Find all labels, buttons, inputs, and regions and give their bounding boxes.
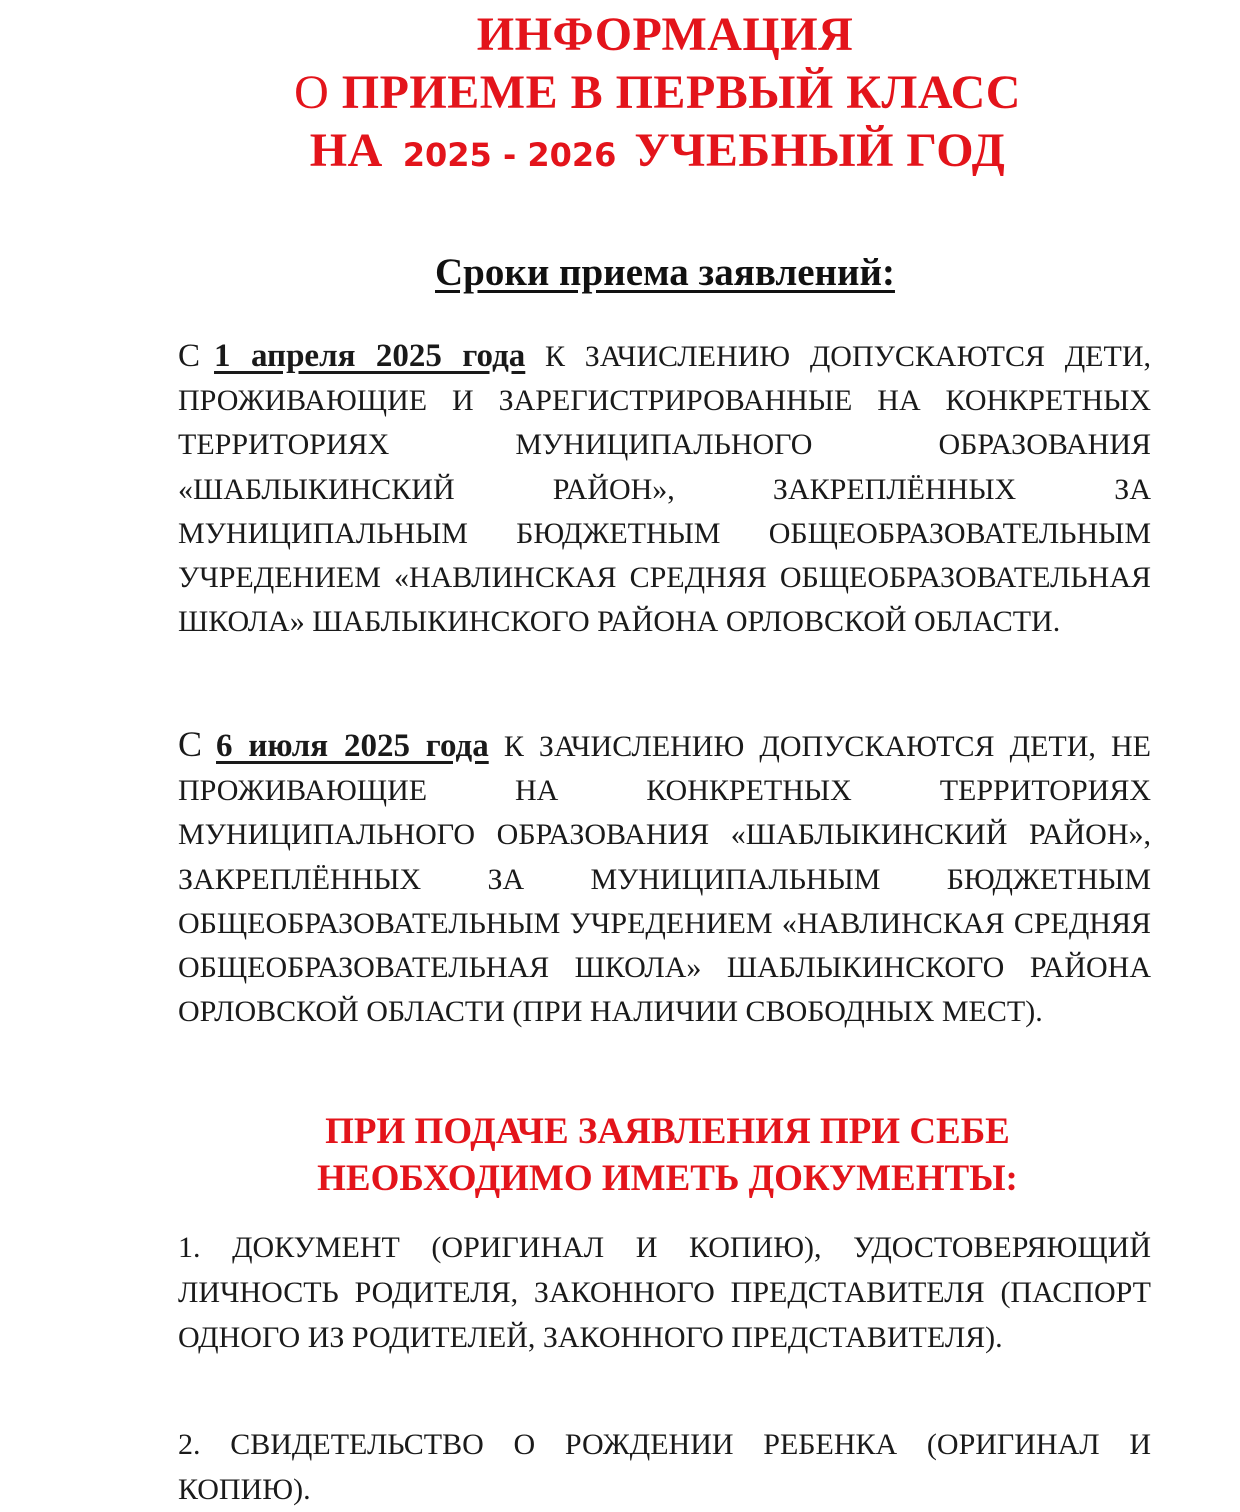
- title-preposition: О: [294, 66, 330, 119]
- title-line-3-start: НА: [309, 124, 383, 177]
- title-line-2: [0, 64, 1240, 122]
- section-title: Сроки приема заявлений:: [435, 251, 895, 294]
- title-line-1: ИНФОРМАЦИЯ: [476, 8, 854, 61]
- paragraph-1-text: К ЗАЧИСЛЕНИЮ ДОПУСКАЮТСЯ ДЕТИ, ПРОЖИВАЮЩИЕ И ЗАРЕГИСТРИРОВАННЫЕ НА КОНКРЕТНЫХ ТЕРРИТОРИЯХ МУНИЦИПАЛЬНОГО ОБРАЗОВАНИЯ «ШАБЛЫКИНСКИЙ РАЙОН», ЗАКРЕПЛЁННЫХ ЗА МУНИЦИПАЛЬНЫМ БЮДЖЕТНЫМ ОБЩЕОБРАЗОВАТЕЛЬНЫМ УЧРЕДЕНИЕМ «НАВЛИНСКАЯ СРЕДНЯЯ ОБЩЕОБРАЗОВАТЕЛЬНАЯ ШКОЛА» ШАБЛЫКИНСКОГО РАЙОНА ОРЛОВСКОЙ ОБЛАСТИ.: [178, 340, 1151, 639]
- documents-heading-line-2: НЕОБХОДИМО ИМЕТЬ ДОКУМЕНТЫ:: [317, 1158, 1018, 1199]
- documents-heading-line-1: ПРИ ПОДАЧЕ ЗАЯВЛЕНИЯ ПРИ СЕБЕ: [325, 1111, 1010, 1152]
- paragraph-2-date: 6 июля 2025 года: [216, 728, 489, 764]
- title-line-3: [0, 122, 1240, 184]
- paragraph-1-prefix: С: [178, 338, 201, 374]
- title-line-3-end: УЧЕБНЫЙ ГОД: [634, 124, 1006, 177]
- admission-paragraph-2: [178, 722, 1151, 1034]
- paragraph-1-date: 1 апреля 2025 года: [214, 338, 526, 374]
- documents-heading: [0, 1108, 1240, 1202]
- page-title: [0, 6, 1240, 184]
- title-line-2-text: ПРИЕМЕ В ПЕРВЫЙ КЛАСС: [341, 66, 1021, 119]
- paragraph-2-prefix: С: [178, 724, 203, 764]
- academic-year: 2025 - 2026: [402, 136, 617, 174]
- document-item-1: 1. ДОКУМЕНТ (ОРИГИНАЛ И КОПИЮ), УДОСТОВЕРЯЮЩИЙ ЛИЧНОСТЬ РОДИТЕЛЯ, ЗАКОННОГО ПРЕДСТАВИТЕЛЯ (ПАСПОРТ ОДНОГО ИЗ РОДИТЕЛЕЙ, ЗАКОННОГО ПРЕДСТАВИТЕЛЯ).: [178, 1231, 1151, 1354]
- admission-paragraph-1: [178, 334, 1151, 644]
- paragraph-2-text: К ЗАЧИСЛЕНИЮ ДОПУСКАЮТСЯ ДЕТИ, НЕ ПРОЖИВАЮЩИЕ НА КОНКРЕТНЫХ ТЕРРИТОРИЯХ МУНИЦИПАЛЬНОГО ОБРАЗОВАНИЯ «ШАБЛЫКИНСКИЙ РАЙОН», ЗАКРЕПЛЁННЫХ ЗА МУНИЦИПАЛЬНЫМ БЮДЖЕТНЫМ ОБЩЕОБРАЗОВАТЕЛЬНЫМ УЧРЕДЕНИЕМ «НАВЛИНСКАЯ СРЕДНЯЯ ОБЩЕОБРАЗОВАТЕЛЬНАЯ ШКОЛА» ШАБЛЫКИНСКОГО РАЙОНА ОРЛОВСКОЙ ОБЛАСТИ (ПРИ НАЛИЧИИ СВОБОДНЫХ МЕСТ).: [178, 730, 1151, 1029]
- document-item-2: 2. СВИДЕТЕЛЬСТВО О РОЖДЕНИИ РЕБЕНКА (ОРИГИНАЛ И КОПИЮ).: [178, 1428, 1151, 1506]
